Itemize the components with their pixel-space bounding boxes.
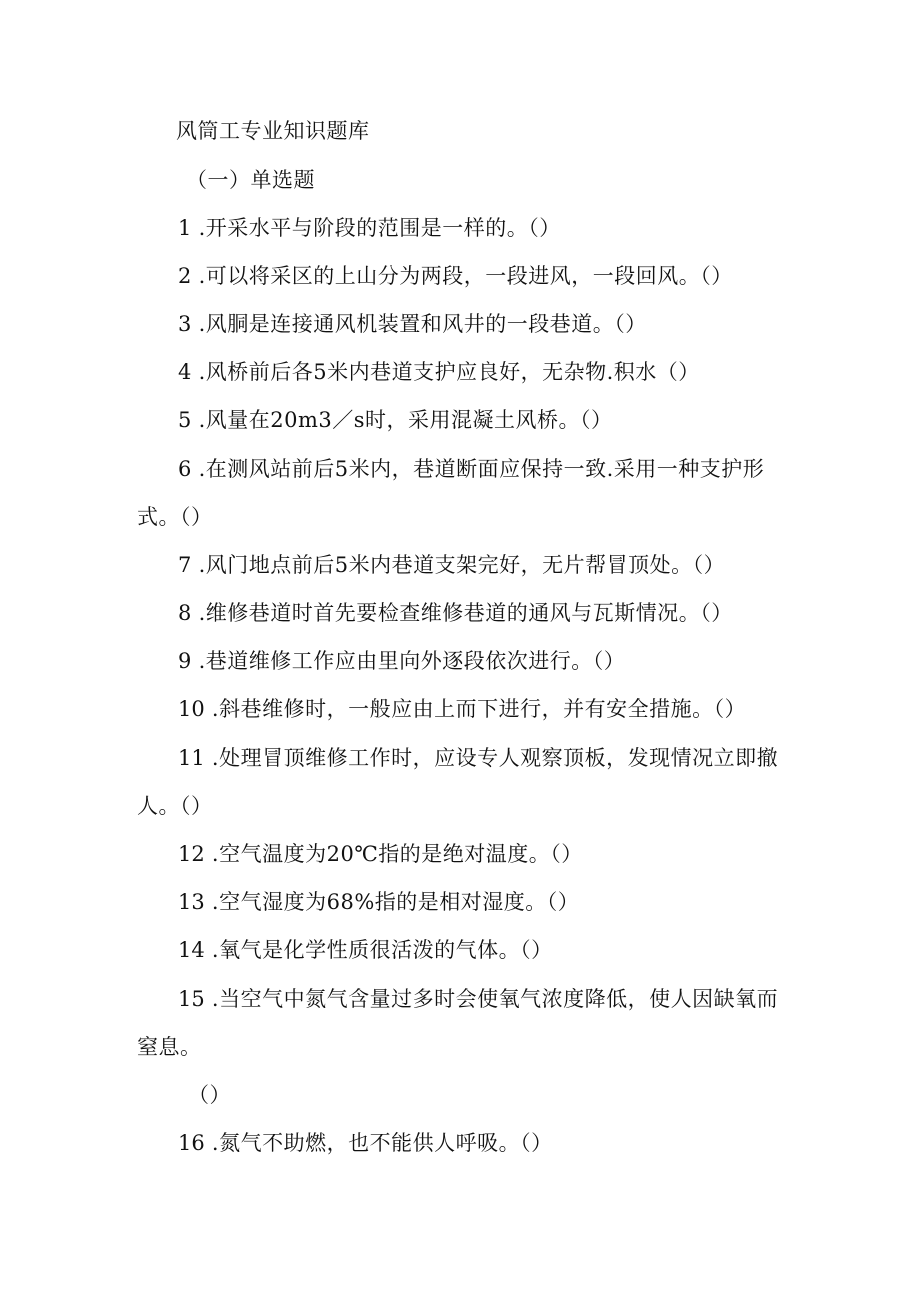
question-text: .维修巷道时首先要检查维修巷道的通风与瓦斯情况。（） <box>198 601 733 625</box>
question-2 <box>178 266 733 287</box>
question-8 <box>178 603 733 624</box>
question-number: 7 <box>178 553 192 577</box>
question-number: 14 <box>178 938 205 962</box>
question-number: 11 <box>178 746 205 770</box>
question-text: .在测风站前后5米内，巷道断面应保持一致.采用一种支护形 <box>198 457 765 481</box>
question-number: 4 <box>178 360 192 384</box>
question-15 <box>178 989 778 1010</box>
question-14 <box>178 940 553 961</box>
doc-title: 风筒工专业知识题库 <box>176 119 370 143</box>
question-number: 15 <box>178 987 205 1011</box>
question-5 <box>178 410 613 431</box>
question-number: 13 <box>178 890 205 914</box>
question-number: 6 <box>178 457 192 481</box>
question-15-continuation: 窒息。 <box>137 1035 202 1059</box>
question-text: .空气湿度为68%指的是相对湿度。（） <box>211 890 580 914</box>
question-text: .风量在20m3／s时，采用混凝土风桥。（） <box>198 408 613 432</box>
question-number: 2 <box>178 264 192 288</box>
question-text: .当空气中氮气含量过多时会使氧气浓度降低，使人因缺氧而 <box>211 987 779 1011</box>
question-text: .开采水平与阶段的范围是一样的。（） <box>198 216 561 240</box>
question-10 <box>178 699 746 720</box>
question-text: .氮气不助燃，也不能供人呼吸。（） <box>211 1131 553 1155</box>
question-7 <box>178 555 725 576</box>
section-heading: （一）单选题 <box>186 168 315 192</box>
question-number: 10 <box>178 697 205 721</box>
question-3 <box>178 314 647 335</box>
question-text: .风胴是连接通风机装置和风井的一段巷道。（） <box>198 312 647 336</box>
question-text: .风桥前后各5米内巷道支护应良好，无杂物.积水（） <box>198 360 700 384</box>
question-text: .空气温度为20℃指的是绝对温度。（） <box>211 842 583 866</box>
question-number: 5 <box>178 408 192 432</box>
question-number: 12 <box>178 842 205 866</box>
question-number: 16 <box>178 1131 205 1155</box>
question-12 <box>178 844 583 865</box>
question-number: 8 <box>178 601 192 625</box>
question-number: 1 <box>178 216 192 240</box>
question-number: 3 <box>178 312 192 336</box>
question-text: .斜巷维修时，一般应由上而下进行，并有安全措施。（） <box>211 697 747 721</box>
question-text: .风门地点前后5米内巷道支架完好，无片帮冒顶处。（） <box>198 553 726 577</box>
question-text: .巷道维修工作应由里向外逐段依次进行。（） <box>198 649 626 673</box>
question-1 <box>178 218 561 239</box>
question-11 <box>178 748 778 769</box>
question-text: .可以将采区的上山分为两段，一段进风，一段回风。（） <box>198 264 733 288</box>
question-text: .氧气是化学性质很活泼的气体。（） <box>211 938 553 962</box>
question-4 <box>178 362 700 383</box>
question-6 <box>178 459 764 480</box>
question-6-continuation: 式。（） <box>137 505 213 529</box>
question-9 <box>178 651 625 672</box>
question-text: .处理冒顶维修工作时，应设专人观察顶板，发现情况立即撤 <box>211 746 779 770</box>
question-number: 9 <box>178 649 192 673</box>
question-11-continuation: 人。（） <box>137 794 213 818</box>
question-16 <box>178 1133 553 1154</box>
question-13 <box>178 892 579 913</box>
question-15-answer-blank: （） <box>188 1083 231 1107</box>
